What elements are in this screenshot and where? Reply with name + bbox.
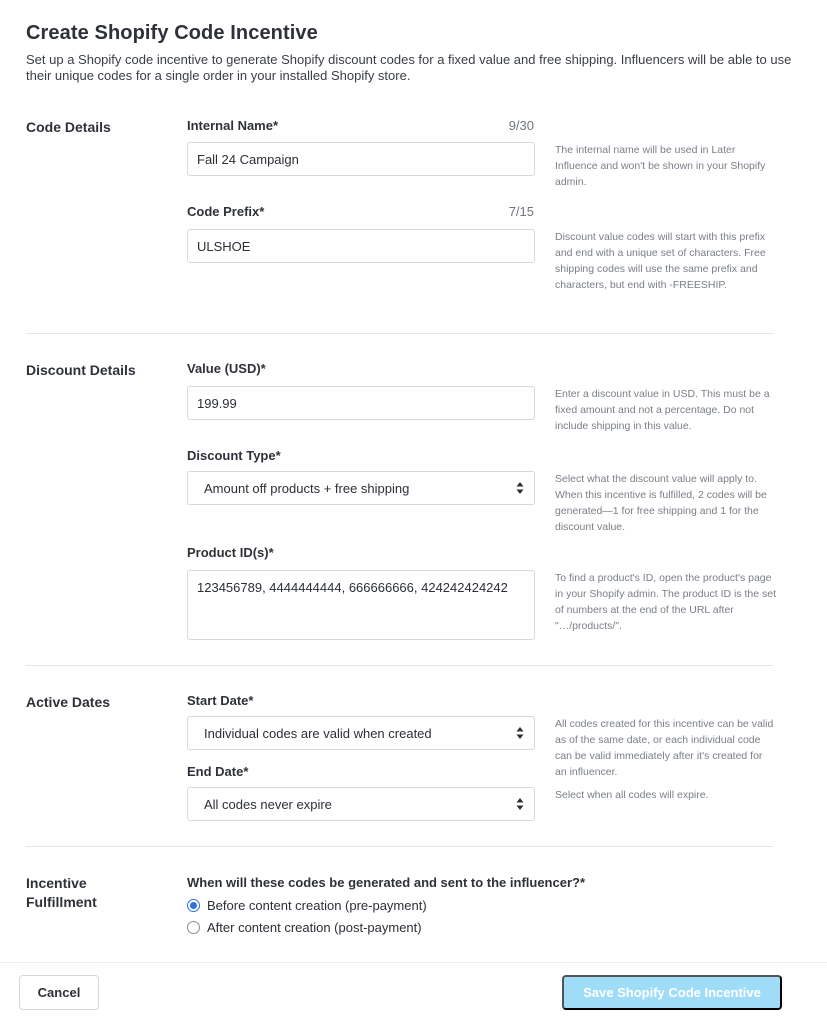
footer-divider <box>0 962 827 963</box>
start-date-help: All codes created for this incentive can be valid as of the same date, or each individual code can be valid immediately after it's created for an influencer. <box>555 718 774 778</box>
radio-option-post-payment[interactable] <box>187 920 422 935</box>
value-usd-input[interactable] <box>187 386 535 420</box>
value-usd-help: Enter a discount value in USD. This must be a fixed amount and not a percentage. Do not include shipping in this value. <box>555 388 770 432</box>
section-divider <box>26 665 773 666</box>
radio-option-label: After content creation (post-payment) <box>207 920 422 935</box>
internal-name-label: Internal Name* <box>187 118 279 133</box>
internal-name-help: The internal name will be used in Later Influence and won't be shown in your Shopify admin. <box>555 144 766 188</box>
select-arrows-icon <box>516 797 524 811</box>
discount-type-select[interactable] <box>187 471 535 505</box>
section-label-discount-details: Discount Details <box>26 362 136 378</box>
page-title: Create Shopify Code Incentive <box>26 22 318 44</box>
product-ids-textarea[interactable] <box>187 570 535 640</box>
select-arrows-icon <box>516 481 524 495</box>
end-date-label: End Date* <box>187 764 249 779</box>
code-prefix-counter: 7/15 <box>508 204 534 219</box>
value-usd-value: 199.99 <box>197 395 237 411</box>
section-label-active-dates: Active Dates <box>26 694 111 710</box>
cancel-button[interactable]: Cancel <box>19 975 99 1010</box>
code-prefix-value: ULSHOE <box>197 238 251 254</box>
internal-name-counter: 9/30 <box>508 118 534 133</box>
select-arrows-icon <box>516 726 524 740</box>
start-date-selected: Individual codes are valid when created <box>204 725 432 741</box>
code-prefix-label: Code Prefix* <box>187 204 265 219</box>
discount-type-selected: Amount off products + free shipping <box>204 480 410 496</box>
section-divider <box>26 846 773 847</box>
radio-button-checked[interactable] <box>187 899 200 912</box>
product-ids-value: 123456789, 4444444444, 666666666, 424242424242 <box>197 580 508 595</box>
product-ids-help: To find a product's ID, open the product's page in your Shopify admin. The product ID is the set of numbers at the end of the URL after "…/products/". <box>555 572 777 632</box>
save-incentive-button[interactable]: Save Shopify Code Incentive <box>562 975 782 1010</box>
radio-option-label: Before content creation (pre-payment) <box>207 898 427 913</box>
section-label-code-details: Code Details <box>26 119 111 135</box>
end-date-select[interactable] <box>187 787 535 821</box>
section-label-incentive-fulfillment: Incentive Fulfillment <box>26 875 97 910</box>
end-date-selected: All codes never expire <box>204 796 332 812</box>
code-prefix-input[interactable] <box>187 229 535 263</box>
discount-type-label: Discount Type* <box>187 448 281 463</box>
value-usd-label: Value (USD)* <box>187 361 266 376</box>
discount-type-help: Select what the discount value will apply to. When this incentive is fulfilled, 2 codes will be generated—1 for free shipping and 1 for the discount value. <box>555 473 767 533</box>
radio-option-pre-payment[interactable] <box>187 898 427 913</box>
start-date-label: Start Date* <box>187 693 254 708</box>
page-intro: Set up a Shopify code incentive to generate Shopify discount codes for a fixed value and free shipping. Influencers will be able to use their unique codes for a single order in your installed Shopify store. <box>26 52 792 83</box>
radio-button-unchecked[interactable] <box>187 921 200 934</box>
internal-name-input[interactable] <box>187 142 535 176</box>
end-date-help: Select when all codes will expire. <box>555 789 709 801</box>
product-ids-label: Product ID(s)* <box>187 545 274 560</box>
fulfillment-question: When will these codes be generated and sent to the influencer?* <box>187 875 586 890</box>
start-date-select[interactable] <box>187 716 535 750</box>
code-prefix-help: Discount value codes will start with this prefix and end with a unique set of characters. Free shipping codes will use the same prefix and characters, but end with -FREESHIP. <box>555 231 766 291</box>
section-divider <box>26 333 774 334</box>
internal-name-value: Fall 24 Campaign <box>197 151 299 167</box>
